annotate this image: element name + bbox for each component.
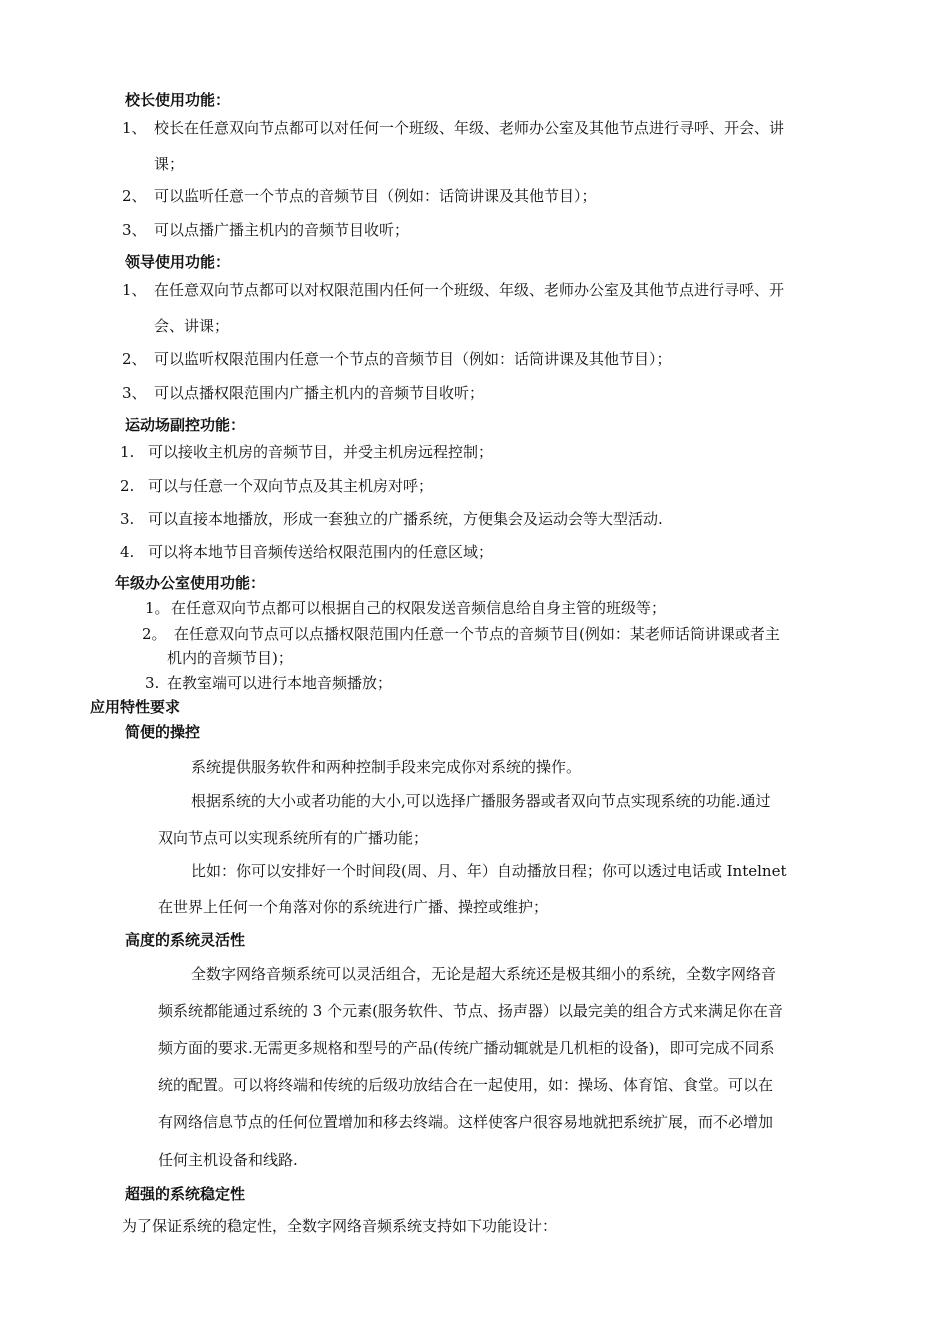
stability-p1: 为了保证系统的稳定性，全数字网络音频系统支持如下功能设计： xyxy=(122,1217,558,1235)
item-text: 可以直接本地播放，形成一套独立的广播系统，方便集会及运动会等大型活动. xyxy=(148,510,663,528)
item-text: 可以点播权限范围内广播主机内的音频节目收听； xyxy=(154,384,485,402)
grade-office-heading: 年级办公室使用功能： xyxy=(115,574,266,592)
leader-item-3 xyxy=(122,383,484,403)
item-number: 3. xyxy=(145,674,160,692)
flexibility-line-6: 任何主机设备和线路. xyxy=(158,1151,298,1169)
leader-item-2 xyxy=(122,349,672,369)
flexibility-heading: 高度的系统灵活性 xyxy=(125,931,246,949)
item-number: 1. xyxy=(120,443,135,461)
easy-control-heading: 简便的操控 xyxy=(125,723,201,741)
flexibility-line-1: 全数字网络音频系统可以灵活组合，无论是超大系统还是极其细小的系统，全数字网络音 xyxy=(191,965,777,983)
item-text: 在任意双向节点可以点播权限范围内任意一个节点的音频节目(例如：某老师话筒讲课或者主 xyxy=(174,625,780,643)
flexibility-line-4: 统的配置。可以将终端和传统的后级功放结合在一起使用，如：操场、体育馆、食堂。可以在 xyxy=(158,1076,774,1094)
item-number: 1。 xyxy=(145,599,170,617)
item-number: 3. xyxy=(120,510,135,528)
easy-control-p2-cont: 双向节点可以实现系统所有的广播功能； xyxy=(158,829,429,847)
item-number: 2、 xyxy=(122,187,147,205)
item-text: 可以监听权限范围内任意一个节点的音频节目（例如：话筒讲课及其他节目）； xyxy=(154,350,672,368)
stadium-item-2 xyxy=(120,476,433,496)
easy-control-p3: 比如：你可以安排好一个时间段(周、月、年）自动播放日程；你可以透过电话或 Intelnet xyxy=(191,862,787,880)
flexibility-line-3: 频方面的要求.无需更多规格和型号的产品(传统广播动辄就是几机柜的设备)，即可完成不同系 xyxy=(158,1039,775,1057)
stadium-item-4 xyxy=(120,542,493,562)
easy-control-p3-cont: 在世界上任何一个角落对你的系统进行广播、操控或维护； xyxy=(158,898,549,916)
item-number: 4. xyxy=(120,543,135,561)
flexibility-line-5: 有网络信息节点的任何位置增加和移去终端。这样使客户很容易地就把系统扩展，而不必增加 xyxy=(158,1113,774,1131)
item-text: 校长在任意双向节点都可以对任何一个班级、年级、老师办公室及其他节点进行寻呼、开会、讲 xyxy=(154,119,785,137)
leader-heading: 领导使用功能： xyxy=(125,253,231,271)
item-text: 可以将本地节目音频传送给权限范围内的任意区域； xyxy=(148,543,494,561)
item-number: 3、 xyxy=(122,221,147,239)
item-text: 可以与任意一个双向节点及其主机房对呼； xyxy=(148,477,434,495)
flexibility-line-2: 频系统都能通过系统的 3 个元素(服务软件、节点、扬声器）以最完美的组合方式来满足你在音 xyxy=(158,1002,783,1020)
leader-item-1 xyxy=(122,280,784,300)
principal-item-1-cont: 课； xyxy=(154,155,185,173)
item-text: 可以监听任意一个节点的音频节目（例如：话筒讲课及其他节目）； xyxy=(154,187,597,205)
item-number: 1、 xyxy=(122,281,147,299)
grade-office-item-3 xyxy=(145,673,392,693)
stability-heading: 超强的系统稳定性 xyxy=(125,1185,246,1203)
principal-item-1 xyxy=(122,118,784,138)
grade-office-item-1 xyxy=(145,598,666,618)
easy-control-p1: 系统提供服务软件和两种控制手段来完成你对系统的操作。 xyxy=(191,758,582,776)
item-number: 2、 xyxy=(122,350,147,368)
item-number: 3、 xyxy=(122,384,147,402)
app-features-title: 应用特性要求 xyxy=(90,698,181,716)
item-text: 在任意双向节点都可以对权限范围内任何一个班级、年级、老师办公室及其他节点进行寻呼、开 xyxy=(154,281,785,299)
stadium-item-1 xyxy=(120,442,493,462)
item-text: 可以接收主机房的音频节目，并受主机房远程控制； xyxy=(148,443,494,461)
item-number: 2。 xyxy=(142,625,167,643)
item-number: 1、 xyxy=(122,119,147,137)
item-number: 2. xyxy=(120,477,135,495)
item-text: 可以点播广播主机内的音频节目收听； xyxy=(154,221,410,239)
principal-item-2 xyxy=(122,186,597,206)
item-text: 在任意双向节点都可以根据自己的权限发送音频信息给自身主管的班级等； xyxy=(171,599,667,617)
principal-heading: 校长使用功能： xyxy=(125,91,231,109)
grade-office-item-2-cont: 机内的音频节目)； xyxy=(167,649,293,667)
stadium-heading: 运动场副控功能： xyxy=(125,416,246,434)
principal-item-3 xyxy=(122,220,409,240)
leader-item-1-cont: 会、讲课； xyxy=(154,317,230,335)
easy-control-p2: 根据系统的大小或者功能的大小,可以选择广播服务器或者双向节点实现系统的功能.通过 xyxy=(191,792,771,810)
stadium-item-3 xyxy=(120,509,663,529)
grade-office-item-2 xyxy=(142,624,780,644)
item-text: 在教室端可以进行本地音频播放； xyxy=(167,674,393,692)
